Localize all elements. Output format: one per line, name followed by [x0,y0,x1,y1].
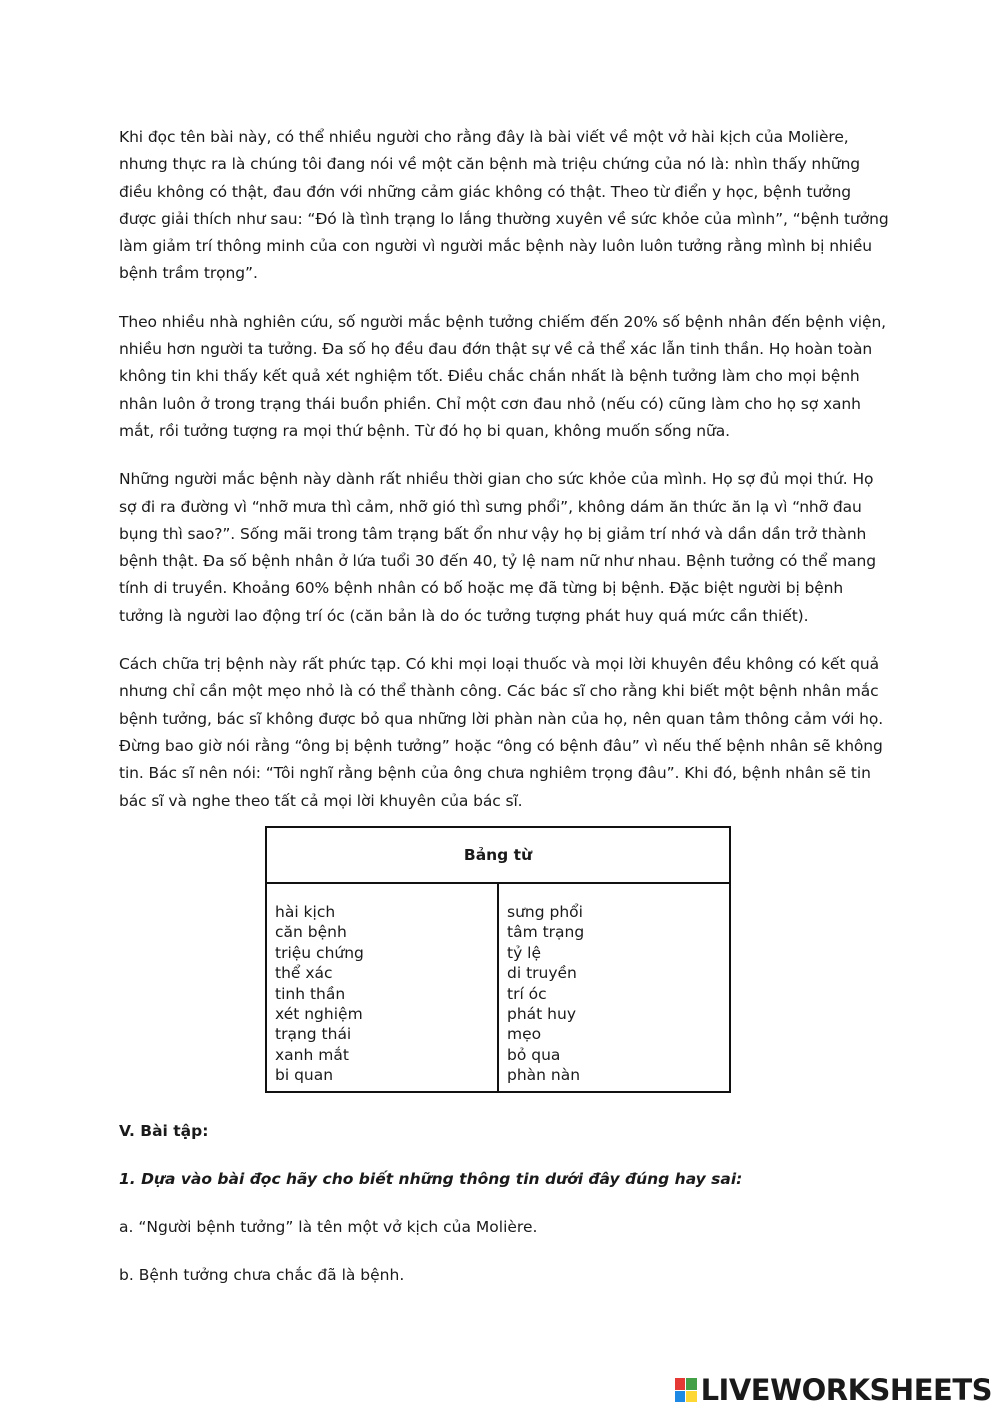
vocab-word: phát huy [507,1005,576,1024]
vocab-word: tỷ lệ [507,943,542,962]
vocabulary-table-title: Bảng từ [267,828,729,884]
reading-passage [119,124,889,836]
vocab-word: thể xác [275,964,333,983]
exercise-item-b: b. Bệnh tưởng chưa chắc đã là bệnh. [119,1266,405,1284]
paragraph-2: Theo nhiều nhà nghiên cứu, số người mắc bệnh tưởng chiếm đến 20% số bệnh nhân đến bệnh viện, nhiều hơn người ta tưởng. Đa số họ đều đau đớn thật sự về cả thể xác lẫn tinh thần. Họ hoàn toàn không tin khi thấy kết quả xét nghiệm tốt. Điều chắc chắn nhất là bệnh tưởng làm cho mọi bệnh nhân luôn ở trong trạng thái buồn phiền. Chỉ một cơn đau nhỏ (nếu có) cũng làm cho họ sợ xanh mắt, rồi tưởng tượng ra mọi thứ bệnh. Từ đó họ bi quan, không muốn sống nữa. [119,312,887,440]
logo-square [686,1378,697,1390]
vocab-word: bỏ qua [507,1045,561,1064]
vocabulary-table [265,826,731,1093]
vocab-word: phàn nàn [507,1066,581,1085]
vocab-word: hài kịch [275,903,336,921]
brand-logo-icon [675,1378,697,1402]
exercise-section-title: V. Bài tập: [119,1122,209,1140]
vocab-word: di truyền [507,964,577,983]
vocab-word: căn bệnh [275,923,347,942]
paragraph-3: Những người mắc bệnh này dành rất nhiều thời gian cho sức khỏe của mình. Họ sợ đủ mọi thứ. Họ sợ đi ra đường vì “nhỡ mưa thì cảm, nhỡ gió thì sưng phổi”, không dám ăn thức ăn lạ vì “nhỡ đau bụng thì sao?”. Sống mãi trong tâm trạng bất ổn như vậy họ bị giảm trí nhớ và dần dần trở thành bệnh thật. Đa số bệnh nhân ở lứa tuổi 30 đến 40, tỷ lệ nam nữ như nhau. Bệnh tưởng có thể mang tính di truyền. Khoảng 60% bệnh nhân có bố hoặc mẹ đã từng bị bệnh. Đặc biệt người bị bệnh tưởng là người lao động trí óc (căn bản là do óc tưởng tượng phát huy quá mức cần thiết). [119,470,876,625]
vocab-word: xanh mắt [275,1045,349,1064]
vocab-word: xét nghiệm [275,1005,363,1024]
vocab-word: tinh thần [275,984,346,1003]
liveworksheets-logo [675,1373,992,1407]
exercise-item-a: a. “Người bệnh tưởng” là tên một vở kịch của Molière. [119,1218,538,1236]
vocab-word: trạng thái [275,1025,352,1044]
paragraph-4: Cách chữa trị bệnh này rất phức tạp. Có khi mọi loại thuốc và mọi lời khuyên đều không có kết quả nhưng chỉ cần một mẹo nhỏ là có thể thành công. Các bác sĩ cho rằng khi biết một bệnh nhân mắc bệnh tưởng, bác sĩ không được bỏ qua những lời phàn nàn của họ, nên quan tâm thông cảm với họ. Đừng bao giờ nói rằng “ông bị bệnh tưởng” hoặc “ông có bệnh đâu” vì nếu thế bệnh nhân sẽ không tin. Bác sĩ nên nói: “Tôi nghĩ rằng bệnh của ông chưa nghiêm trọng đâu”. Khi đó, bệnh nhân sẽ tin bác sĩ và nghe theo tất cả mọi lời khuyên của bác sĩ. [119,655,884,810]
brand-name: LIVEWORKSHEETS [700,1373,992,1407]
vocab-word: tâm trạng [507,923,585,942]
vocab-word: sưng phổi [507,903,583,921]
paragraph-1: Khi đọc tên bài này, có thể nhiều người cho rằng đây là bài viết về một vở hài kịch của Molière, nhưng thực ra là chúng tôi đang nói về một căn bệnh mà triệu chứng của nó là: nhìn thấy những điều không có thật, đau đớn với những cảm giác không có thật. Theo từ điển y học, bệnh tưởng được giải thích như sau: “Đó là tình trạng lo lắng thường xuyên về sức khỏe của mình”, “bệnh tưởng làm giảm trí thông minh của con người vì người mắc bệnh này luôn luôn tưởng rằng mình bị nhiều bệnh trầm trọng”. [119,128,889,283]
exercise-task-title: 1. Dựa vào bài đọc hãy cho biết những thông tin dưới đây đúng hay sai: [119,1170,743,1188]
vocabulary-column-left [267,884,497,1091]
logo-square [686,1391,697,1403]
vocab-word: trí óc [507,984,547,1003]
vocab-word: bi quan [275,1066,334,1085]
logo-square [675,1391,686,1403]
logo-square [675,1378,686,1390]
vocab-word: triệu chứng [275,943,364,962]
vocab-word: mẹo [507,1025,542,1044]
vocabulary-column-right [497,884,729,1091]
